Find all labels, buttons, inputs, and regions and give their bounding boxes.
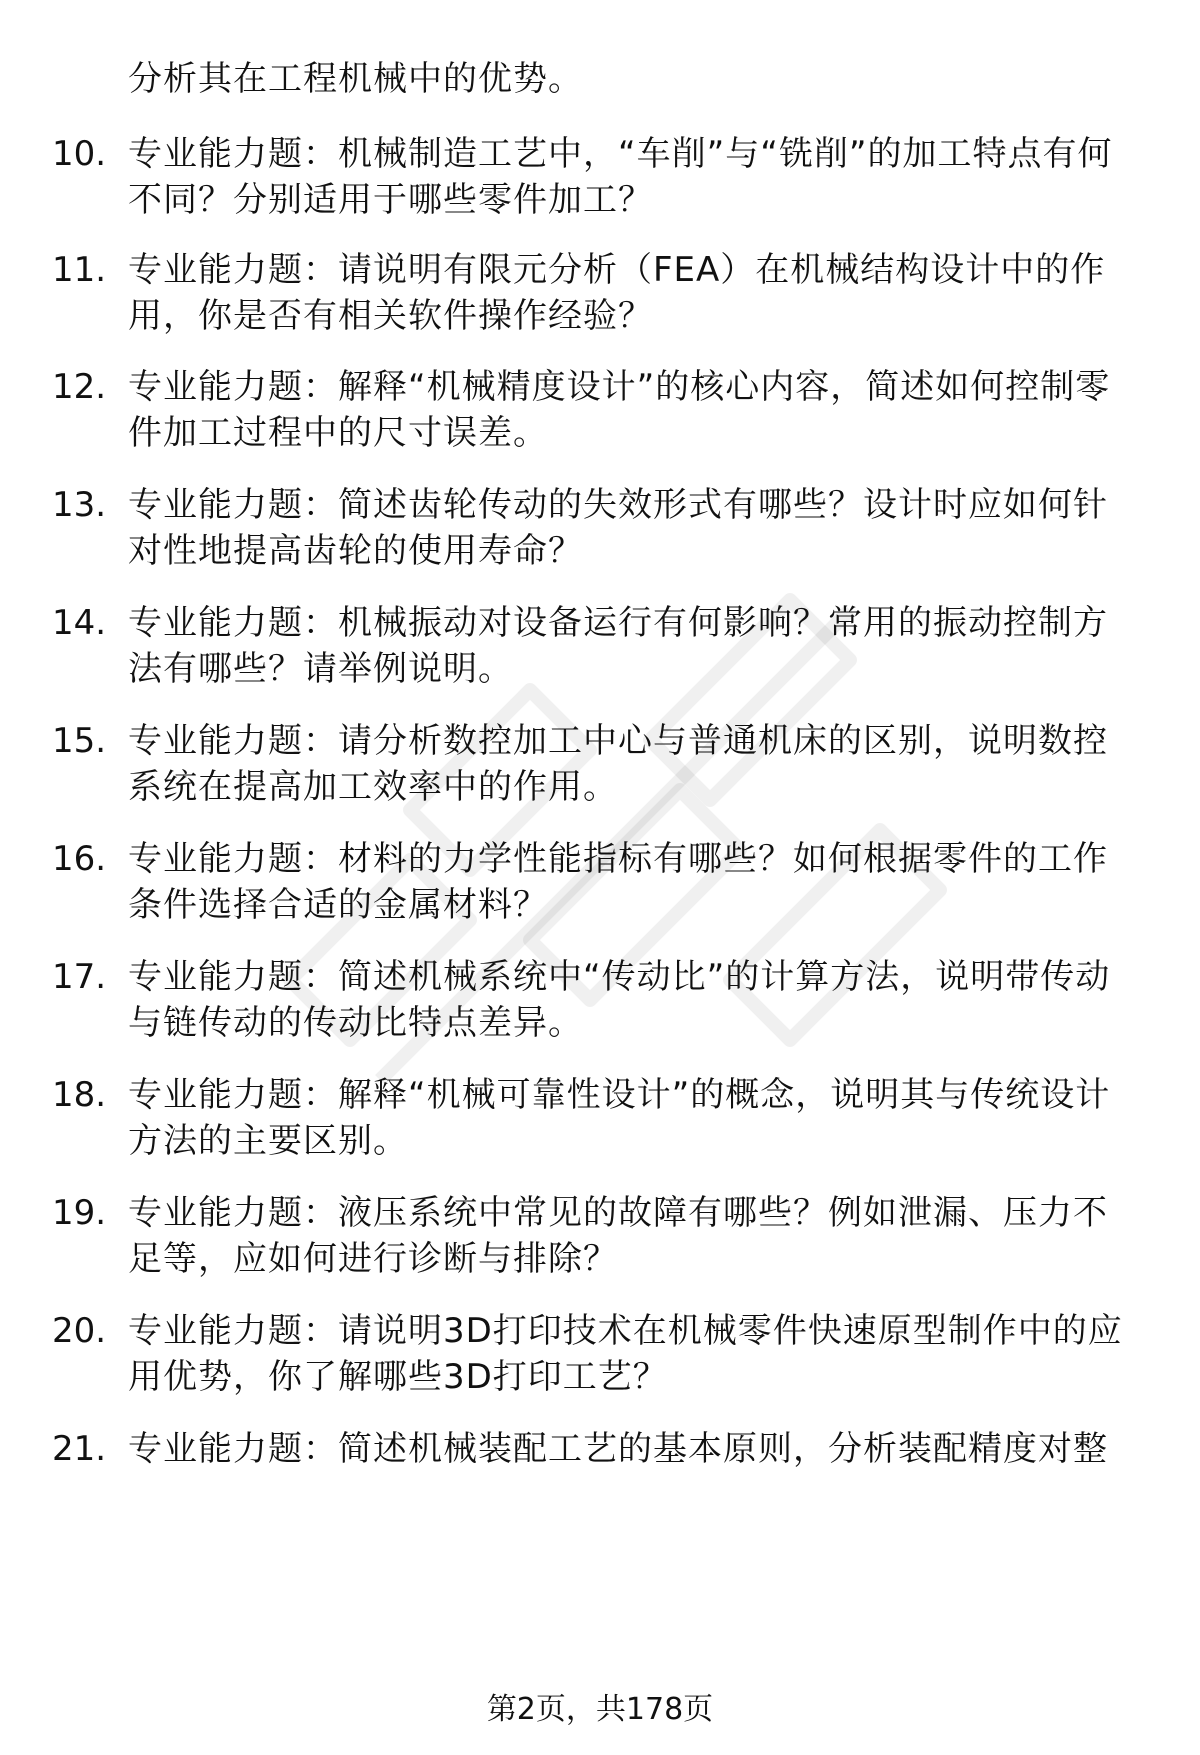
list-item-text: 专业能力题：请说明3D打印技术在机械零件快速原型制作中的应用优势，你了解哪些3D打印工艺？ [128,1311,1123,1397]
list-item-text: 专业能力题：请说明有限元分析（FEA）在机械结构设计中的作用，你是否有相关软件操作经验？ [128,250,1106,336]
list-item-text: 专业能力题：解释“机械精度设计”的核心内容，简述如何控制零件加工过程中的尺寸误差。 [128,367,1111,453]
list-item-number: 11. [52,250,107,290]
list-item-text: 专业能力题：请分析数控加工中心与普通机床的区别，说明数控系统在提高加工效率中的作用。 [128,721,1108,807]
list-item-number: 12. [52,367,107,407]
list-item-text: 专业能力题：简述齿轮传动的失效形式有哪些？设计时应如何针对性地提高齿轮的使用寿命？ [128,485,1108,571]
list-item-text: 专业能力题：简述机械系统中“传动比”的计算方法，说明带传动与链传动的传动比特点差异。 [128,957,1111,1043]
list-item-text: 专业能力题：简述机械装配工艺的基本原则，分析装配精度对整 [128,1429,1108,1469]
list-item-number: 14. [52,603,107,643]
list-item-number: 13. [52,485,107,525]
list-item-number: 20. [52,1311,107,1351]
list-item-text: 专业能力题：解释“机械可靠性设计”的概念，说明其与传统设计方法的主要区别。 [128,1075,1111,1161]
list-item-text: 专业能力题：材料的力学性能指标有哪些？如何根据零件的工作条件选择合适的金属材料？ [128,839,1108,925]
list-item-text: 专业能力题：液压系统中常见的故障有哪些？例如泄漏、压力不足等，应如何进行诊断与排除？ [128,1193,1108,1279]
list-item-number: 15. [52,721,107,761]
continuation-text: 分析其在工程机械中的优势。 [128,59,583,99]
list-item-number: 19. [52,1193,107,1233]
list-item-number: 21. [52,1429,107,1469]
list-item-number: 16. [52,839,107,879]
list-item-number: 10. [52,134,107,174]
list-item-text: 专业能力题：机械振动对设备运行有何影响？常用的振动控制方法有哪些？请举例说明。 [128,603,1108,689]
list-item-number: 17. [52,957,107,997]
list-item-number: 18. [52,1075,107,1115]
page-footer: 第2页，共178页 [486,1692,714,1727]
list-item-text: 专业能力题：机械制造工艺中，“车削”与“铣削”的加工特点有何不同？分别适用于哪些零件加工？ [128,134,1113,220]
